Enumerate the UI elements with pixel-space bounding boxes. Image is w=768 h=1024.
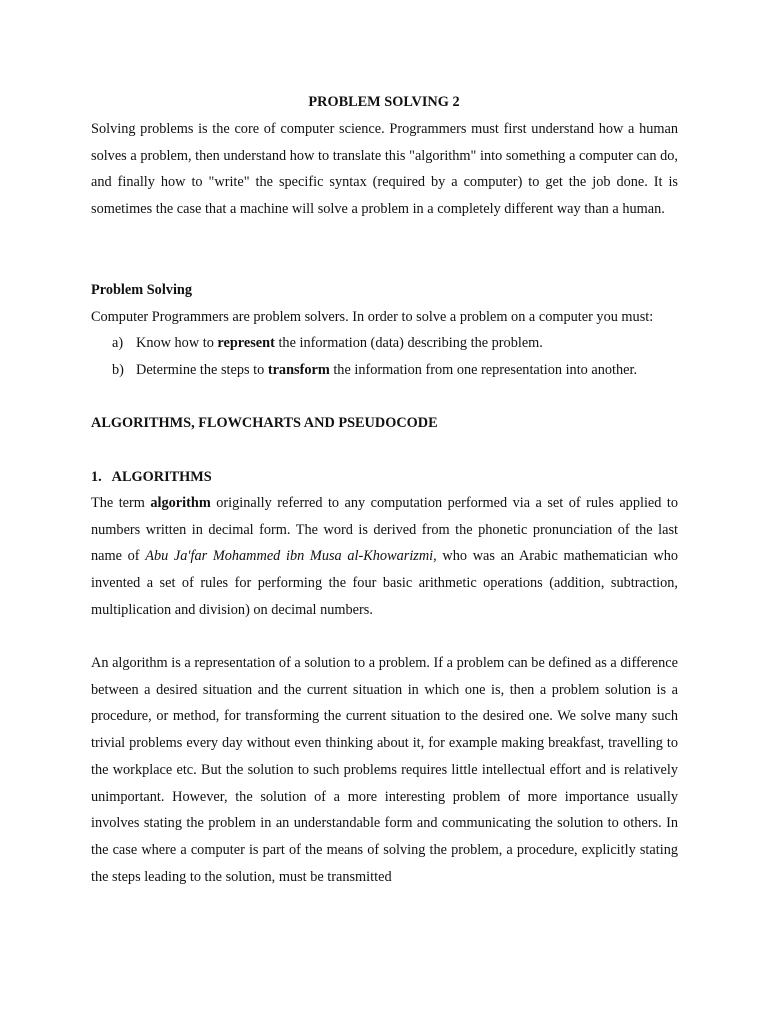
- algorithms-heading: 1. ALGORITHMS: [91, 469, 212, 485]
- list-marker: b): [112, 362, 124, 378]
- list-text: the information from one representation into another.: [329, 362, 638, 378]
- list-emphasis: represent: [217, 335, 275, 351]
- problem-solving-heading: Problem Solving: [91, 282, 193, 298]
- problem-solving-lead: Computer Programmers are problem solvers. In order to solve a problem on a computer you must:: [91, 309, 654, 325]
- page-title: PROBLEM SOLVING 2: [308, 94, 460, 110]
- list-emphasis: transform: [267, 362, 330, 378]
- paragraph-text: , who was an Arabic mathematician who invented a set of rules for performing the four basic arithmetic operations (addition, subtraction, multiplication and division) on decimal numbers.: [91, 548, 678, 618]
- list-text: the information (data) describing the problem.: [274, 335, 543, 351]
- list-item: [112, 360, 637, 380]
- list-item: [112, 333, 543, 353]
- paragraph-text: originally referred to any computation performed via a set of rules applied to numbers written in decimal form. The word is derived from the phonetic pronunciation of the last name of: [91, 495, 679, 565]
- mathematician-name: Abu Ja'far Mohammed ibn Musa al-Khowarizmi: [145, 548, 434, 565]
- section-heading: ALGORITHMS, FLOWCHARTS AND PSEUDOCODE: [91, 415, 438, 431]
- algorithm-explanation-paragraph: An algorithm is a representation of a solution to a problem. If a problem can be defined as a difference between a desired situation and the current situation in which one is, then a problem solution is a procedure, or method, for transforming the current situation to the desired one. We solve many such trivial problems every day without even thinking about it, for example making breakfast, travelling to the workplace etc. But the solution to such problems requires little intellectual effort and is relatively unimportant. However, the solution of a more interesting problem of more importance usually involves stating the problem in an understandable form and communicating the solution to others. In the case where a computer is part of the means of solving the problem, a procedure, explicitly stating the steps leading to the solution, must be transmitted: [91, 655, 678, 885]
- term-algorithm: algorithm: [150, 495, 211, 511]
- paragraph-text: The term: [91, 495, 151, 511]
- algorithm-definition-paragraph: [91, 490, 678, 624]
- list-text: Determine the steps to: [136, 362, 268, 378]
- list-marker: a): [112, 335, 124, 351]
- intro-paragraph: Solving problems is the core of computer science. Programmers must first understand how a human solves a problem, then understand how to translate this "algorithm" into something a computer can do, and finally how to "write" the specific syntax (required by a computer) to get the job done. It is sometimes the case that a machine will solve a problem in a completely different way than a human.: [91, 121, 678, 218]
- list-text: Know how to: [136, 335, 218, 351]
